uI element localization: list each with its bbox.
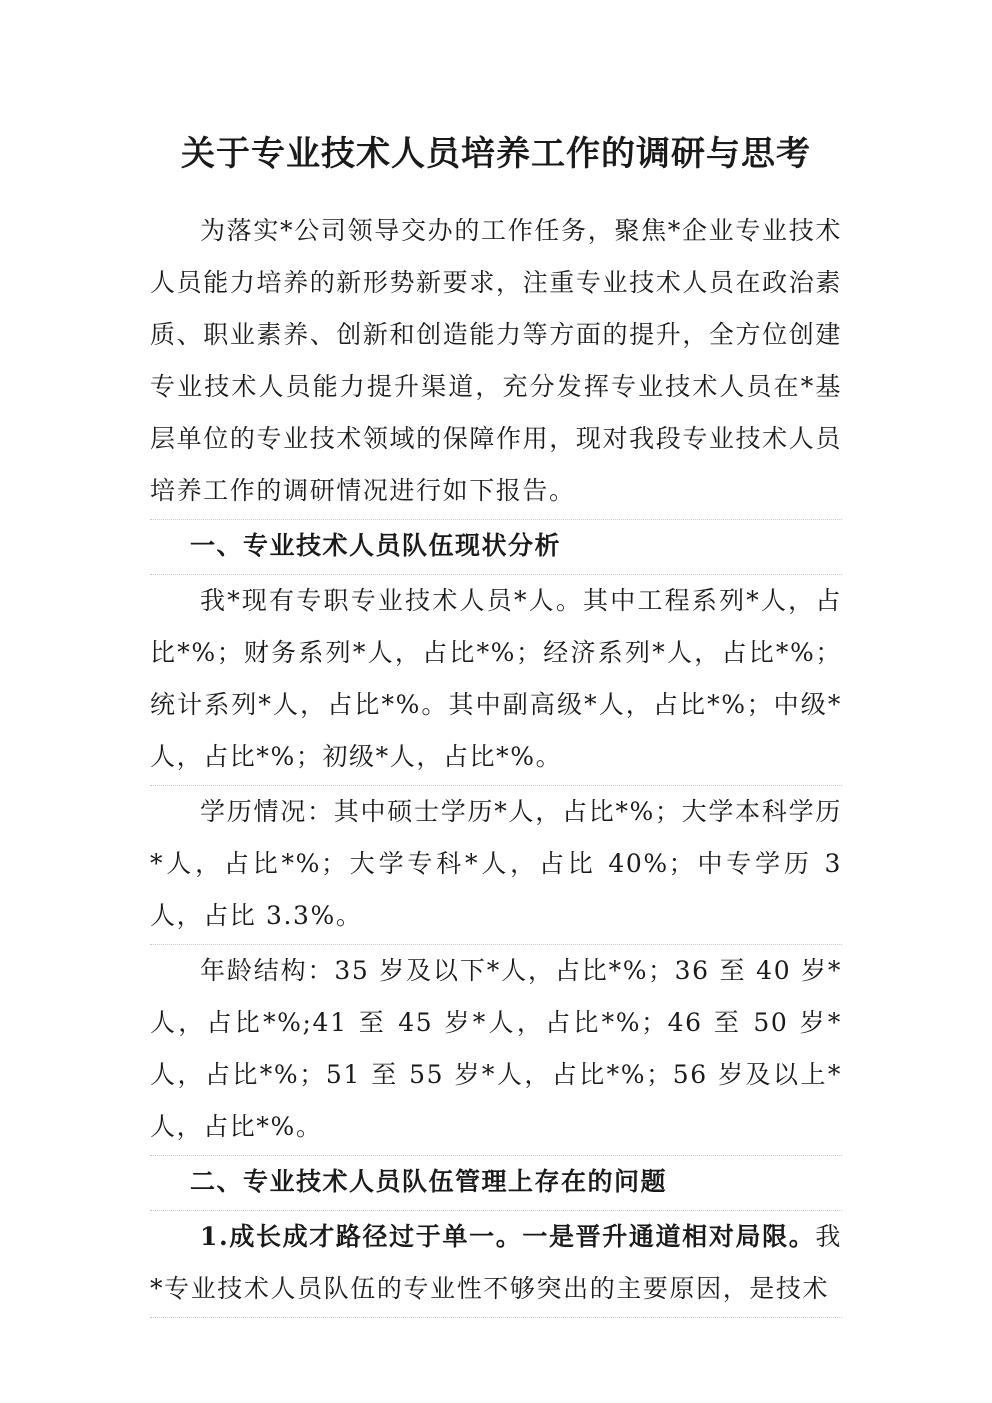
education-paragraph: 学历情况：其中硕士学历*人，占比*%；大学本科学历*人，占比*%；大学专科*人，占比 40%；中专学历 3 人，占比 3.3%。: [150, 797, 842, 930]
problem-1-text: 我*专业技术人员队伍的专业性不够突出的主要原因，是技术: [150, 1222, 842, 1303]
document-body: [150, 205, 842, 1318]
staff-composition-paragraph: 我*现有专职专业技术人员*人。其中工程系列*人，占比*%；财务系列*人，占比*%；经济系列*人，占比*%；统计系列*人，占比*%。其中副高级*人，占比*%；中级*人，占比*%；初级*人，占比*%。: [150, 586, 842, 771]
document-title: 关于专业技术人员培养工作的调研与思考: [181, 134, 811, 174]
section-1-heading: 一、专业技术人员队伍现状分析: [190, 531, 562, 560]
age-structure-paragraph: 年龄结构：35 岁及以下*人，占比*%；36 至 40 岁*人，占比*%;41 至 45 岁*人，占比*%；46 至 50 岁*人，占比*%；51 至 55 岁*人，占比*%；56 岁及以上*人，占比*%。: [150, 956, 842, 1141]
problem-1-paragraph: [150, 1211, 842, 1315]
divider: [150, 1317, 842, 1318]
problem-1-lead: 1.成长成才路径过于单一。一是晋升通道相对局限。: [200, 1222, 816, 1251]
intro-paragraph: 为落实*公司领导交办的工作任务，聚焦*企业专业技术人员能力培养的新形势新要求，注重专业技术人员在政治素质、职业素养、创新和创造能力等方面的提升，全方位创建专业技术人员能力提升渠道，充分发挥专业技术人员在*基层单位的专业技术领域的保障作用，现对我段专业技术人员培养工作的调研情况进行如下报告。: [150, 216, 842, 505]
section-2-heading: 二、专业技术人员队伍管理上存在的问题: [190, 1167, 668, 1196]
